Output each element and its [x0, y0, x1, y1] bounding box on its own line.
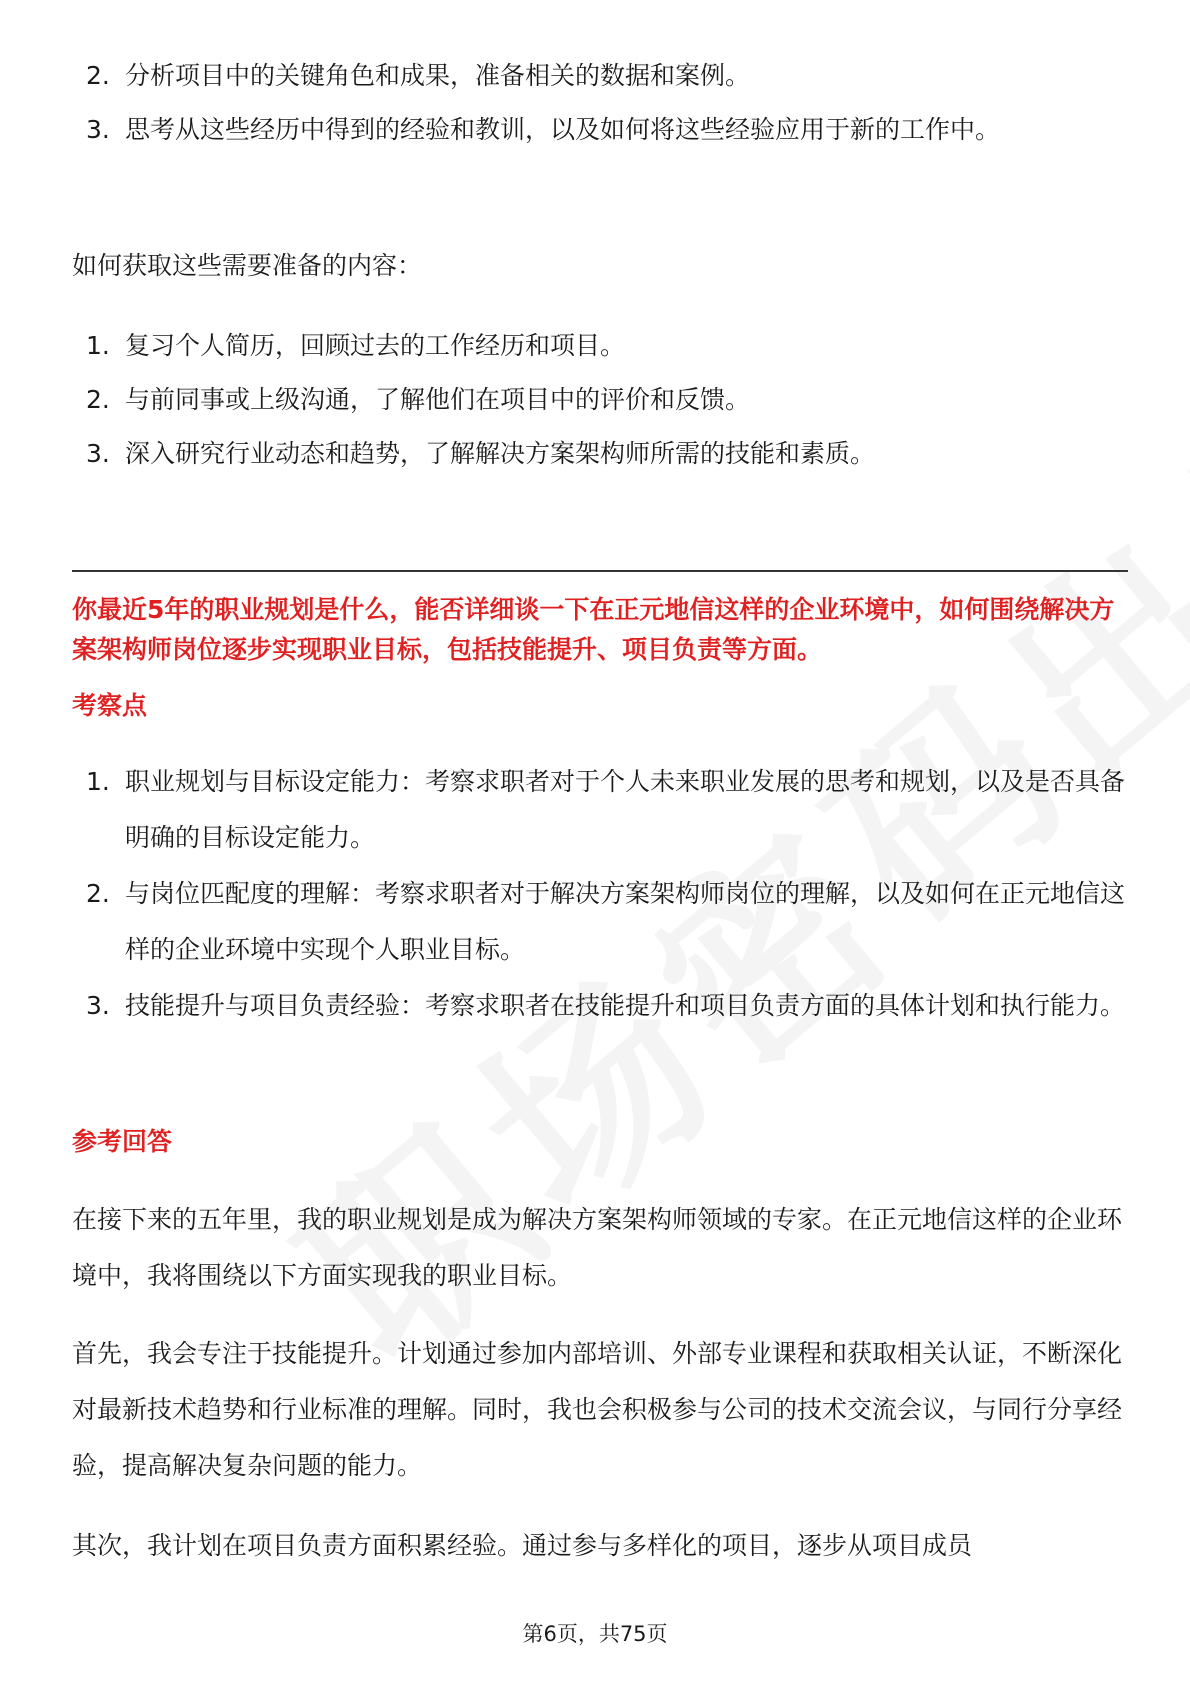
answer-heading: 参考回答: [72, 1127, 173, 1156]
list-item-number: 1.: [86, 331, 110, 360]
list-item-text: 与前同事或上级沟通，了解他们在项目中的评价和反馈。: [125, 385, 751, 414]
list-item-text: 分析项目中的关键角色和成果，准备相关的数据和案例。: [125, 61, 751, 90]
section-divider: [72, 570, 1128, 572]
list-item: [72, 978, 1126, 1034]
page-footer: 第6页，共75页: [522, 1622, 668, 1646]
interview-question: 你最近5年的职业规划是什么，能否详细谈一下在正元地信这样的企业环境中，如何围绕解决方案架构师岗位逐步实现职业目标，包括技能提升、项目负责等方面。: [72, 595, 1115, 664]
list-item: [72, 48, 1122, 104]
list-item-text: 技能提升与项目负责经验：考察求职者在技能提升和项目负责方面的具体计划和执行能力。: [125, 991, 1126, 1020]
list-item-number: 2.: [86, 61, 110, 90]
list-item-number: 1.: [86, 767, 110, 796]
list-item-text: 与岗位匹配度的理解：考察求职者对于解决方案架构师岗位的理解，以及如何在正元地信这样的企业环境中实现个人职业目标。: [125, 879, 1126, 964]
list-item-text: 职业规划与目标设定能力：考察求职者对于个人未来职业发展的思考和规划，以及是否具备明确的目标设定能力。: [125, 767, 1126, 852]
list-item-number: 3.: [86, 991, 110, 1020]
list-item: [72, 372, 1122, 428]
answer-paragraph: 首先，我会专注于技能提升。计划通过参加内部培训、外部专业课程和获取相关认证，不断深化对最新技术趋势和行业标准的理解。同时，我也会积极参与公司的技术交流会议，与同行分享经验，提高解决复杂问题的能力。: [72, 1339, 1123, 1480]
list-item: [72, 754, 1126, 866]
list-item-number: 2.: [86, 385, 110, 414]
list-item: [72, 426, 1122, 482]
list-item-text: 深入研究行业动态和趋势，了解解决方案架构师所需的技能和素质。: [125, 439, 876, 468]
list-item-number: 3.: [86, 439, 110, 468]
list-item-text: 复习个人简历，回顾过去的工作经历和项目。: [125, 331, 626, 360]
focus-heading: 考察点: [72, 691, 148, 720]
answer-paragraph: 其次，我计划在项目负责方面积累经验。通过参与多样化的项目，逐步从项目成员: [72, 1531, 973, 1560]
list-item: [72, 102, 1122, 158]
answer-paragraph: 在接下来的五年里，我的职业规划是成为解决方案架构师领域的专家。在正元地信这样的企业环境中，我将围绕以下方面实现我的职业目标。: [72, 1205, 1123, 1290]
list-item: [72, 318, 1122, 374]
list-item-number: 3.: [86, 115, 110, 144]
list-item-number: 2.: [86, 879, 110, 908]
prep-intro: 如何获取这些需要准备的内容：: [72, 251, 423, 280]
list-item: [72, 866, 1126, 978]
list-item-text: 思考从这些经历中得到的经验和教训，以及如何将这些经验应用于新的工作中。: [125, 115, 1001, 144]
